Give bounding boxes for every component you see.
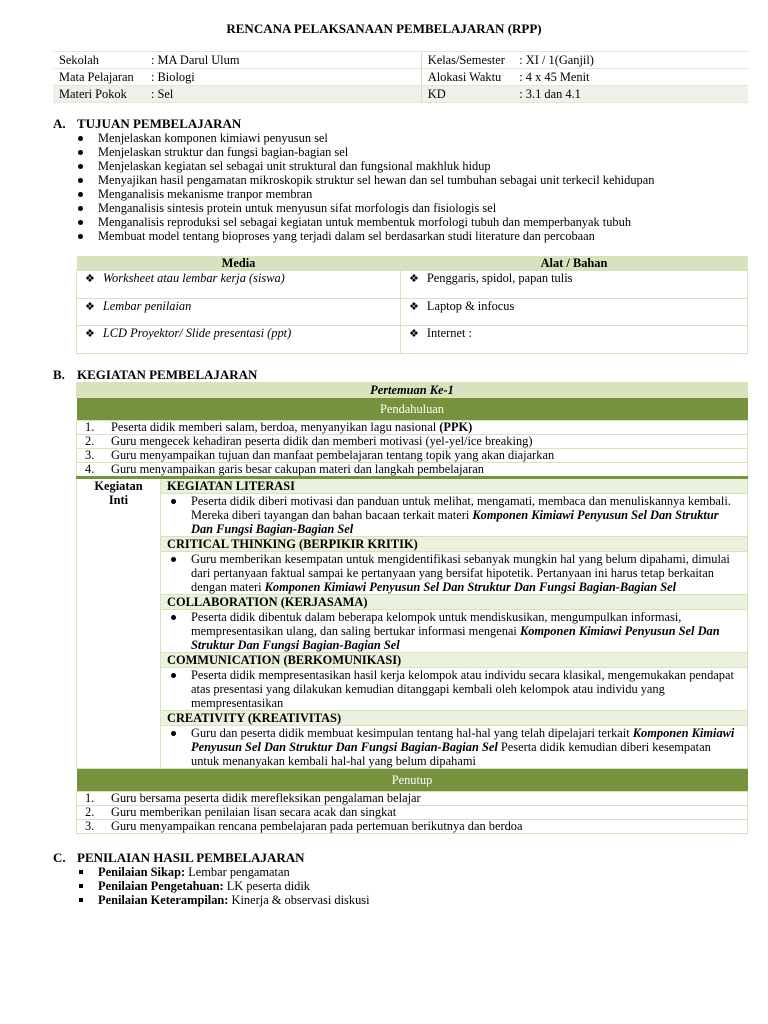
table-row [77, 726, 748, 769]
table-row [77, 478, 748, 494]
inti-bullet [161, 726, 748, 769]
table-row [77, 711, 748, 726]
section-b-heading [53, 368, 257, 382]
info-label: KD [421, 86, 513, 103]
item-number: 1. [85, 791, 95, 805]
item-number: 2. [85, 434, 95, 448]
list-item: Menganalisis sintesis protein untuk menyusun sifat morfologis dan fisiologis sel [76, 201, 654, 215]
info-label: Alokasi Waktu [421, 69, 513, 86]
section-c-heading [53, 851, 305, 865]
pendahuluan-band: Pendahuluan [77, 398, 748, 421]
diamond-bullet-icon: ❖ [85, 300, 95, 313]
section-title: KEGIATAN PEMBELAJARAN [77, 367, 258, 382]
bullet-text: Peserta didik diberi motivasi dan panduan untuk melihat, mengamati, membaca dan menuliskannya kembali. Mereka diberi tayangan dan bahan bacaan terkait materi [191, 494, 731, 522]
section-letter: C. [53, 850, 66, 865]
table-row [77, 435, 748, 449]
alat-text: Penggaris, spidol, papan tulis [426, 271, 573, 285]
alat-cell [401, 271, 748, 299]
bullet-emphasis: Komponen Kimiawi Penyusun Sel Dan Struktur Dan Fungsi Bagian-Bagian Sel [264, 580, 677, 594]
table-row [77, 792, 748, 806]
inti-label-line: Inti [108, 493, 129, 507]
document-title: RENCANA PELAKSANAAN PEMBELAJARAN (RPP) [226, 21, 542, 36]
inti-subheading: CREATIVITY (KREATIVITAS) [161, 711, 748, 726]
inti-subheading: CRITICAL THINKING (BERPIKIR KRITIK) [161, 537, 748, 552]
bullet-text: Peserta didik mempresentasikan hasil kerja kelompok atau individu secara klasikal, mengemukakan pendapat atas presentasi yang dilakukan kemudian ditanggapi kembali oleh kelompok atau individu yang mempresentasikan [191, 668, 734, 710]
info-label: Materi Pokok [53, 86, 145, 103]
penutup-item [77, 806, 748, 820]
item-number: 1. [85, 420, 95, 434]
item-number: 2. [85, 805, 95, 819]
alat-header: Alat / Bahan [401, 256, 748, 271]
list-item: Menjelaskan kegiatan sel sebagai unit struktural dan fungsional makhluk hidup [76, 159, 654, 173]
item-text: Guru menyampaikan rencana pembelajaran pada pertemuan berikutnya dan berdoa [111, 819, 523, 833]
info-row [53, 86, 748, 103]
media-header-row [77, 256, 748, 271]
info-table [53, 51, 748, 103]
penutup-item [77, 792, 748, 806]
inti-subheading: COMMUNICATION (BERKOMUNIKASI) [161, 653, 748, 668]
list-item: Menganalisis mekanisme tranpor membran [76, 187, 654, 201]
section-title: PENILAIAN HASIL PEMBELAJARAN [77, 850, 305, 865]
penilaian-label: Penilaian Sikap: [98, 865, 186, 879]
table-row [77, 668, 748, 711]
penutup-band: Penutup [77, 769, 748, 792]
item-number: 4. [85, 462, 95, 476]
bullet-emphasis: Komponen Kimiawi Penyusun Sel Dan Struktur Dan Fungsi Bagian-Bagian Sel [191, 624, 720, 652]
info-value: : XI / 1(Ganjil) [513, 52, 748, 69]
table-row [77, 449, 748, 463]
item-text: Guru menyampaikan garis besar cakupan materi dan langkah pembelajaran [111, 462, 484, 476]
info-label: Sekolah [53, 52, 145, 69]
list-item: Menyajikan hasil pengamatan mikroskopik struktur sel hewan dan sel tumbuhan sebagai unit terkecil kehidupan [76, 173, 654, 187]
bullet-text: Peserta didik kemudian diberi kesempatan untuk menanyakan kembali hal-hal yang belum dipahami [191, 740, 711, 768]
media-cell [77, 326, 401, 354]
penutup-item [77, 820, 748, 834]
tujuan-list [76, 131, 654, 243]
info-value: : 3.1 dan 4.1 [513, 86, 748, 103]
media-text: LCD Proyektor/ Slide presentasi (ppt) [102, 326, 292, 340]
kegiatan-table [76, 382, 748, 834]
bullet-text: Peserta didik dibentuk dalam beberapa kelompok untuk mendiskusikan, mengumpulkan informasi, mempresentasikan ulang, dan saling bertukar informasi mengenai [191, 610, 682, 638]
info-value: : Sel [145, 86, 421, 103]
table-row [77, 494, 748, 537]
alat-text: Internet : [426, 326, 472, 340]
diamond-bullet-icon: ❖ [409, 300, 419, 313]
table-row [77, 326, 748, 354]
inti-label-line: Kegiatan [94, 479, 143, 493]
bullet-text: Guru dan peserta didik membuat kesimpulan tentang hal-hal yang telah dipelajari terkait [191, 726, 633, 740]
info-row [53, 52, 748, 69]
list-item [76, 893, 370, 907]
penilaian-label: Penilaian Pengetahuan: [98, 879, 224, 893]
list-item: Menganalisis reproduksi sel sebagai kegiatan untuk membentuk morfologi tubuh dan memperbanyak tubuh [76, 215, 654, 229]
bullet-text: Guru memberikan kesempatan untuk mengidentifikasi sebanyak mungkin hal yang belum dipahami, dimulai dari pertanyaan faktual sampai ke pertanyaan yang bersifat hipotetik. Pertanyaan ini harus tetap berkaitan dengan materi [191, 552, 730, 594]
list-item [76, 879, 370, 893]
table-row [77, 610, 748, 653]
info-value: : Biologi [145, 69, 421, 86]
pendahuluan-item [77, 421, 748, 435]
info-row [53, 69, 748, 86]
alat-cell [401, 298, 748, 326]
table-row [77, 552, 748, 595]
penilaian-value: Lembar pengamatan [185, 865, 290, 879]
pendahuluan-item [77, 435, 748, 449]
list-item: Menjelaskan struktur dan fungsi bagian-bagian sel [76, 145, 654, 159]
alat-cell [401, 326, 748, 354]
media-cell [77, 271, 401, 299]
table-row [77, 806, 748, 820]
inti-bullet [161, 610, 748, 653]
media-cell [77, 298, 401, 326]
diamond-bullet-icon: ❖ [409, 328, 419, 340]
inti-subheading: KEGIATAN LITERASI [161, 478, 748, 494]
item-text: Guru mengecek kehadiran peserta didik dan memberi motivasi (yel-yel/ice breaking) [111, 434, 533, 448]
section-letter: B. [53, 367, 65, 382]
inti-bullet [161, 668, 748, 711]
inti-subheading: COLLABORATION (KERJASAMA) [161, 595, 748, 610]
media-text: Worksheet atau lembar kerja (siswa) [102, 271, 285, 285]
inti-bullet [161, 494, 748, 537]
list-item: Menjelaskan komponen kimiawi penyusun sel [76, 131, 654, 145]
item-number: 3. [85, 448, 95, 462]
table-row [77, 595, 748, 610]
item-text: Guru bersama peserta didik merefleksikan pengalaman belajar [111, 791, 421, 805]
media-header: Media [77, 256, 401, 271]
diamond-bullet-icon: ❖ [85, 273, 95, 285]
item-text: Guru memberikan penilaian lisan secara acak dan singkat [111, 805, 397, 819]
media-table [76, 256, 748, 354]
alat-text: Laptop & infocus [426, 298, 515, 313]
item-text: Guru menyampaikan tujuan dan manfaat pembelajaran tentang topik yang akan diajarkan [111, 448, 555, 462]
table-row [77, 653, 748, 668]
section-title: TUJUAN PEMBELAJARAN [77, 116, 242, 131]
info-value: : 4 x 45 Menit [513, 69, 748, 86]
section-a-heading [53, 117, 241, 131]
table-row [77, 463, 748, 478]
item-number: 3. [85, 819, 95, 833]
kegiatan-inti-label [77, 478, 161, 769]
section-letter: A. [53, 116, 66, 131]
table-row [77, 820, 748, 834]
pendahuluan-item [77, 463, 748, 478]
list-item [76, 865, 370, 879]
penilaian-label: Penilaian Keterampilan: [98, 893, 229, 907]
info-label: Kelas/Semester [421, 52, 513, 69]
table-row [77, 298, 748, 326]
info-value: : MA Darul Ulum [145, 52, 421, 69]
table-row [77, 271, 748, 299]
item-text: Peserta didik memberi salam, berdoa, menyanyikan lagu nasional [111, 420, 440, 434]
diamond-bullet-icon: ❖ [409, 273, 419, 285]
diamond-bullet-icon: ❖ [85, 328, 95, 340]
pertemuan-label: Pertemuan Ke-1 [77, 383, 748, 398]
pendahuluan-item [77, 449, 748, 463]
penilaian-list [76, 865, 370, 907]
list-item: Membuat model tentang bioproses yang terjadi dalam sel berdasarkan studi literature dan percobaan [76, 229, 654, 243]
item-bold: (PPK) [439, 420, 473, 434]
bullet-emphasis: Komponen Kimiawi Penyusun Sel Dan Struktur Dan Fungsi Bagian-Bagian Sel [191, 508, 719, 536]
penilaian-value: Kinerja & observasi diskusi [228, 893, 370, 907]
penilaian-value: LK peserta didik [223, 879, 311, 893]
media-text: Lembar penilaian [102, 298, 192, 313]
info-label: Mata Pelajaran [53, 69, 145, 86]
inti-bullet [161, 552, 748, 595]
bullet-emphasis: Komponen Kimiawi Penyusun Sel Dan Struktur Dan Fungsi Bagian-Bagian Sel [191, 726, 735, 754]
table-row [77, 537, 748, 552]
table-row [77, 421, 748, 435]
